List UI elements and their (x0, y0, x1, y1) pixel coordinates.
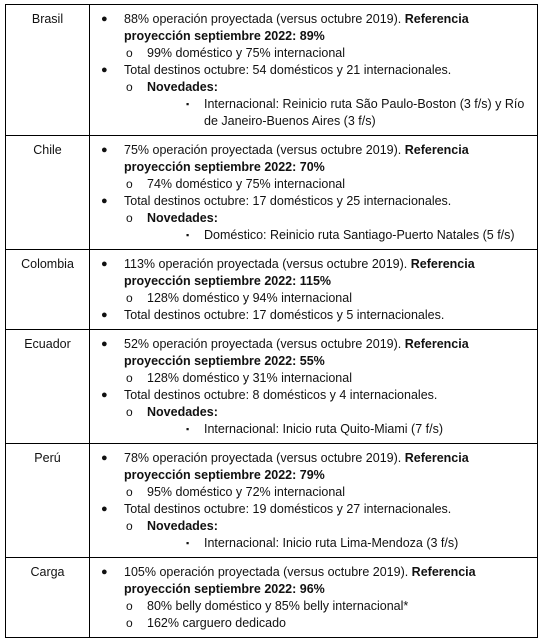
item-text: Total destinos octubre: 17 domésticos y 25 internacionales. (124, 194, 452, 208)
item-text: 75% operación proyectada (versus octubre 2019). (124, 143, 405, 157)
bullet-circle-icon: o (126, 599, 133, 613)
table-row (6, 250, 538, 330)
item-bold-text: Referencia proyección septiembre 2022: 79% (124, 451, 469, 482)
list-item (90, 598, 531, 615)
item-text: Internacional: Inicio ruta Lima-Mendoza (3 f/s) (204, 536, 459, 550)
list-item (90, 421, 531, 438)
list-item (90, 45, 531, 62)
table-row (6, 136, 538, 250)
item-text: Total destinos octubre: 8 domésticos y 4 internacionales. (124, 388, 438, 402)
bullet-disc-icon: ● (101, 503, 108, 515)
list-item (90, 307, 531, 324)
bullet-circle-icon: o (126, 371, 133, 385)
item-bold-text: Novedades: (147, 211, 218, 225)
bullet-circle-icon: o (126, 211, 133, 225)
list-item (90, 450, 531, 484)
item-text: 99% doméstico y 75% internacional (147, 46, 346, 60)
bullet-square-icon: ▪ (186, 424, 190, 434)
list-item (90, 142, 531, 176)
details-cell (90, 136, 538, 250)
bullet-circle-icon: o (126, 485, 133, 499)
list-item (90, 176, 531, 193)
list-item (90, 615, 531, 632)
item-text: 162% carguero dedicado (147, 616, 286, 630)
list-item (90, 62, 531, 79)
country-cell: Carga (6, 558, 90, 638)
item-text: 80% belly doméstico y 85% belly internacional* (147, 599, 409, 613)
country-cell: Colombia (6, 250, 90, 330)
list-item (90, 484, 531, 501)
item-text: 128% doméstico y 94% internacional (147, 291, 352, 305)
item-bold-text: Referencia proyección septiembre 2022: 55% (124, 337, 469, 368)
item-text: 78% operación proyectada (versus octubre 2019). (124, 451, 405, 465)
operations-table (5, 4, 538, 638)
list-item (90, 193, 531, 210)
list-item (90, 256, 531, 290)
item-text: 74% doméstico y 75% internacional (147, 177, 346, 191)
bullet-circle-icon: o (126, 519, 133, 533)
list-item (90, 290, 531, 307)
details-cell (90, 330, 538, 444)
list-item (90, 227, 531, 244)
list-item (90, 210, 531, 227)
bullet-circle-icon: o (126, 177, 133, 191)
bullet-circle-icon: o (126, 46, 133, 60)
item-text: 128% doméstico y 31% internacional (147, 371, 352, 385)
list-item (90, 96, 531, 130)
item-text: Total destinos octubre: 19 domésticos y 27 internacionales. (124, 502, 452, 516)
country-cell: Perú (6, 444, 90, 558)
list-item (90, 79, 531, 96)
item-text: Total destinos octubre: 17 domésticos y 5 internacionales. (124, 308, 445, 322)
list-item (90, 518, 531, 535)
bullet-square-icon: ▪ (186, 99, 190, 109)
item-text: Total destinos octubre: 54 domésticos y 21 internacionales. (124, 63, 452, 77)
bullet-square-icon: ▪ (186, 538, 190, 548)
bullet-circle-icon: o (126, 405, 133, 419)
bullet-disc-icon: ● (101, 258, 108, 270)
item-text: 52% operación proyectada (versus octubre 2019). (124, 337, 405, 351)
bullet-disc-icon: ● (101, 338, 108, 350)
table-row (6, 5, 538, 136)
country-cell: Ecuador (6, 330, 90, 444)
item-text: 105% operación proyectada (versus octubre 2019). (124, 565, 412, 579)
bullet-disc-icon: ● (101, 309, 108, 321)
table-row (6, 444, 538, 558)
bullet-disc-icon: ● (101, 195, 108, 207)
item-text: 95% doméstico y 72% internacional (147, 485, 346, 499)
list-item (90, 336, 531, 370)
bullet-circle-icon: o (126, 291, 133, 305)
bullet-circle-icon: o (126, 80, 133, 94)
bullet-circle-icon: o (126, 616, 133, 630)
country-cell: Brasil (6, 5, 90, 136)
bullet-disc-icon: ● (101, 452, 108, 464)
bullet-disc-icon: ● (101, 144, 108, 156)
item-text: Doméstico: Reinicio ruta Santiago-Puerto Natales (5 f/s) (204, 228, 515, 242)
list-item (90, 370, 531, 387)
table-row (6, 330, 538, 444)
details-cell (90, 5, 538, 136)
list-item (90, 564, 531, 598)
details-cell (90, 250, 538, 330)
item-text: 113% operación proyectada (versus octubre 2019). (124, 257, 411, 271)
bullet-disc-icon: ● (101, 389, 108, 401)
item-bold-text: Referencia proyección septiembre 2022: 96% (124, 565, 476, 596)
item-bold-text: Referencia proyección septiembre 2022: 89% (124, 12, 469, 43)
bullet-disc-icon: ● (101, 13, 108, 25)
operations-table-body (6, 5, 538, 638)
item-text: 88% operación proyectada (versus octubre 2019). (124, 12, 405, 26)
item-bold-text: Novedades: (147, 405, 218, 419)
details-cell (90, 444, 538, 558)
item-bold-text: Novedades: (147, 80, 218, 94)
item-text: Internacional: Reinicio ruta São Paulo-Boston (3 f/s) y Río de Janeiro-Buenos Aires (3 f/s) (204, 97, 525, 128)
item-bold-text: Referencia proyección septiembre 2022: 70% (124, 143, 469, 174)
item-bold-text: Novedades: (147, 519, 218, 533)
country-cell: Chile (6, 136, 90, 250)
list-item (90, 404, 531, 421)
list-item (90, 387, 531, 404)
bullet-square-icon: ▪ (186, 230, 190, 240)
item-bold-text: Referencia proyección septiembre 2022: 115% (124, 257, 475, 288)
list-item (90, 11, 531, 45)
bullet-disc-icon: ● (101, 64, 108, 76)
bullet-disc-icon: ● (101, 566, 108, 578)
list-item (90, 501, 531, 518)
list-item (90, 535, 531, 552)
item-text: Internacional: Inicio ruta Quito-Miami (7 f/s) (204, 422, 443, 436)
